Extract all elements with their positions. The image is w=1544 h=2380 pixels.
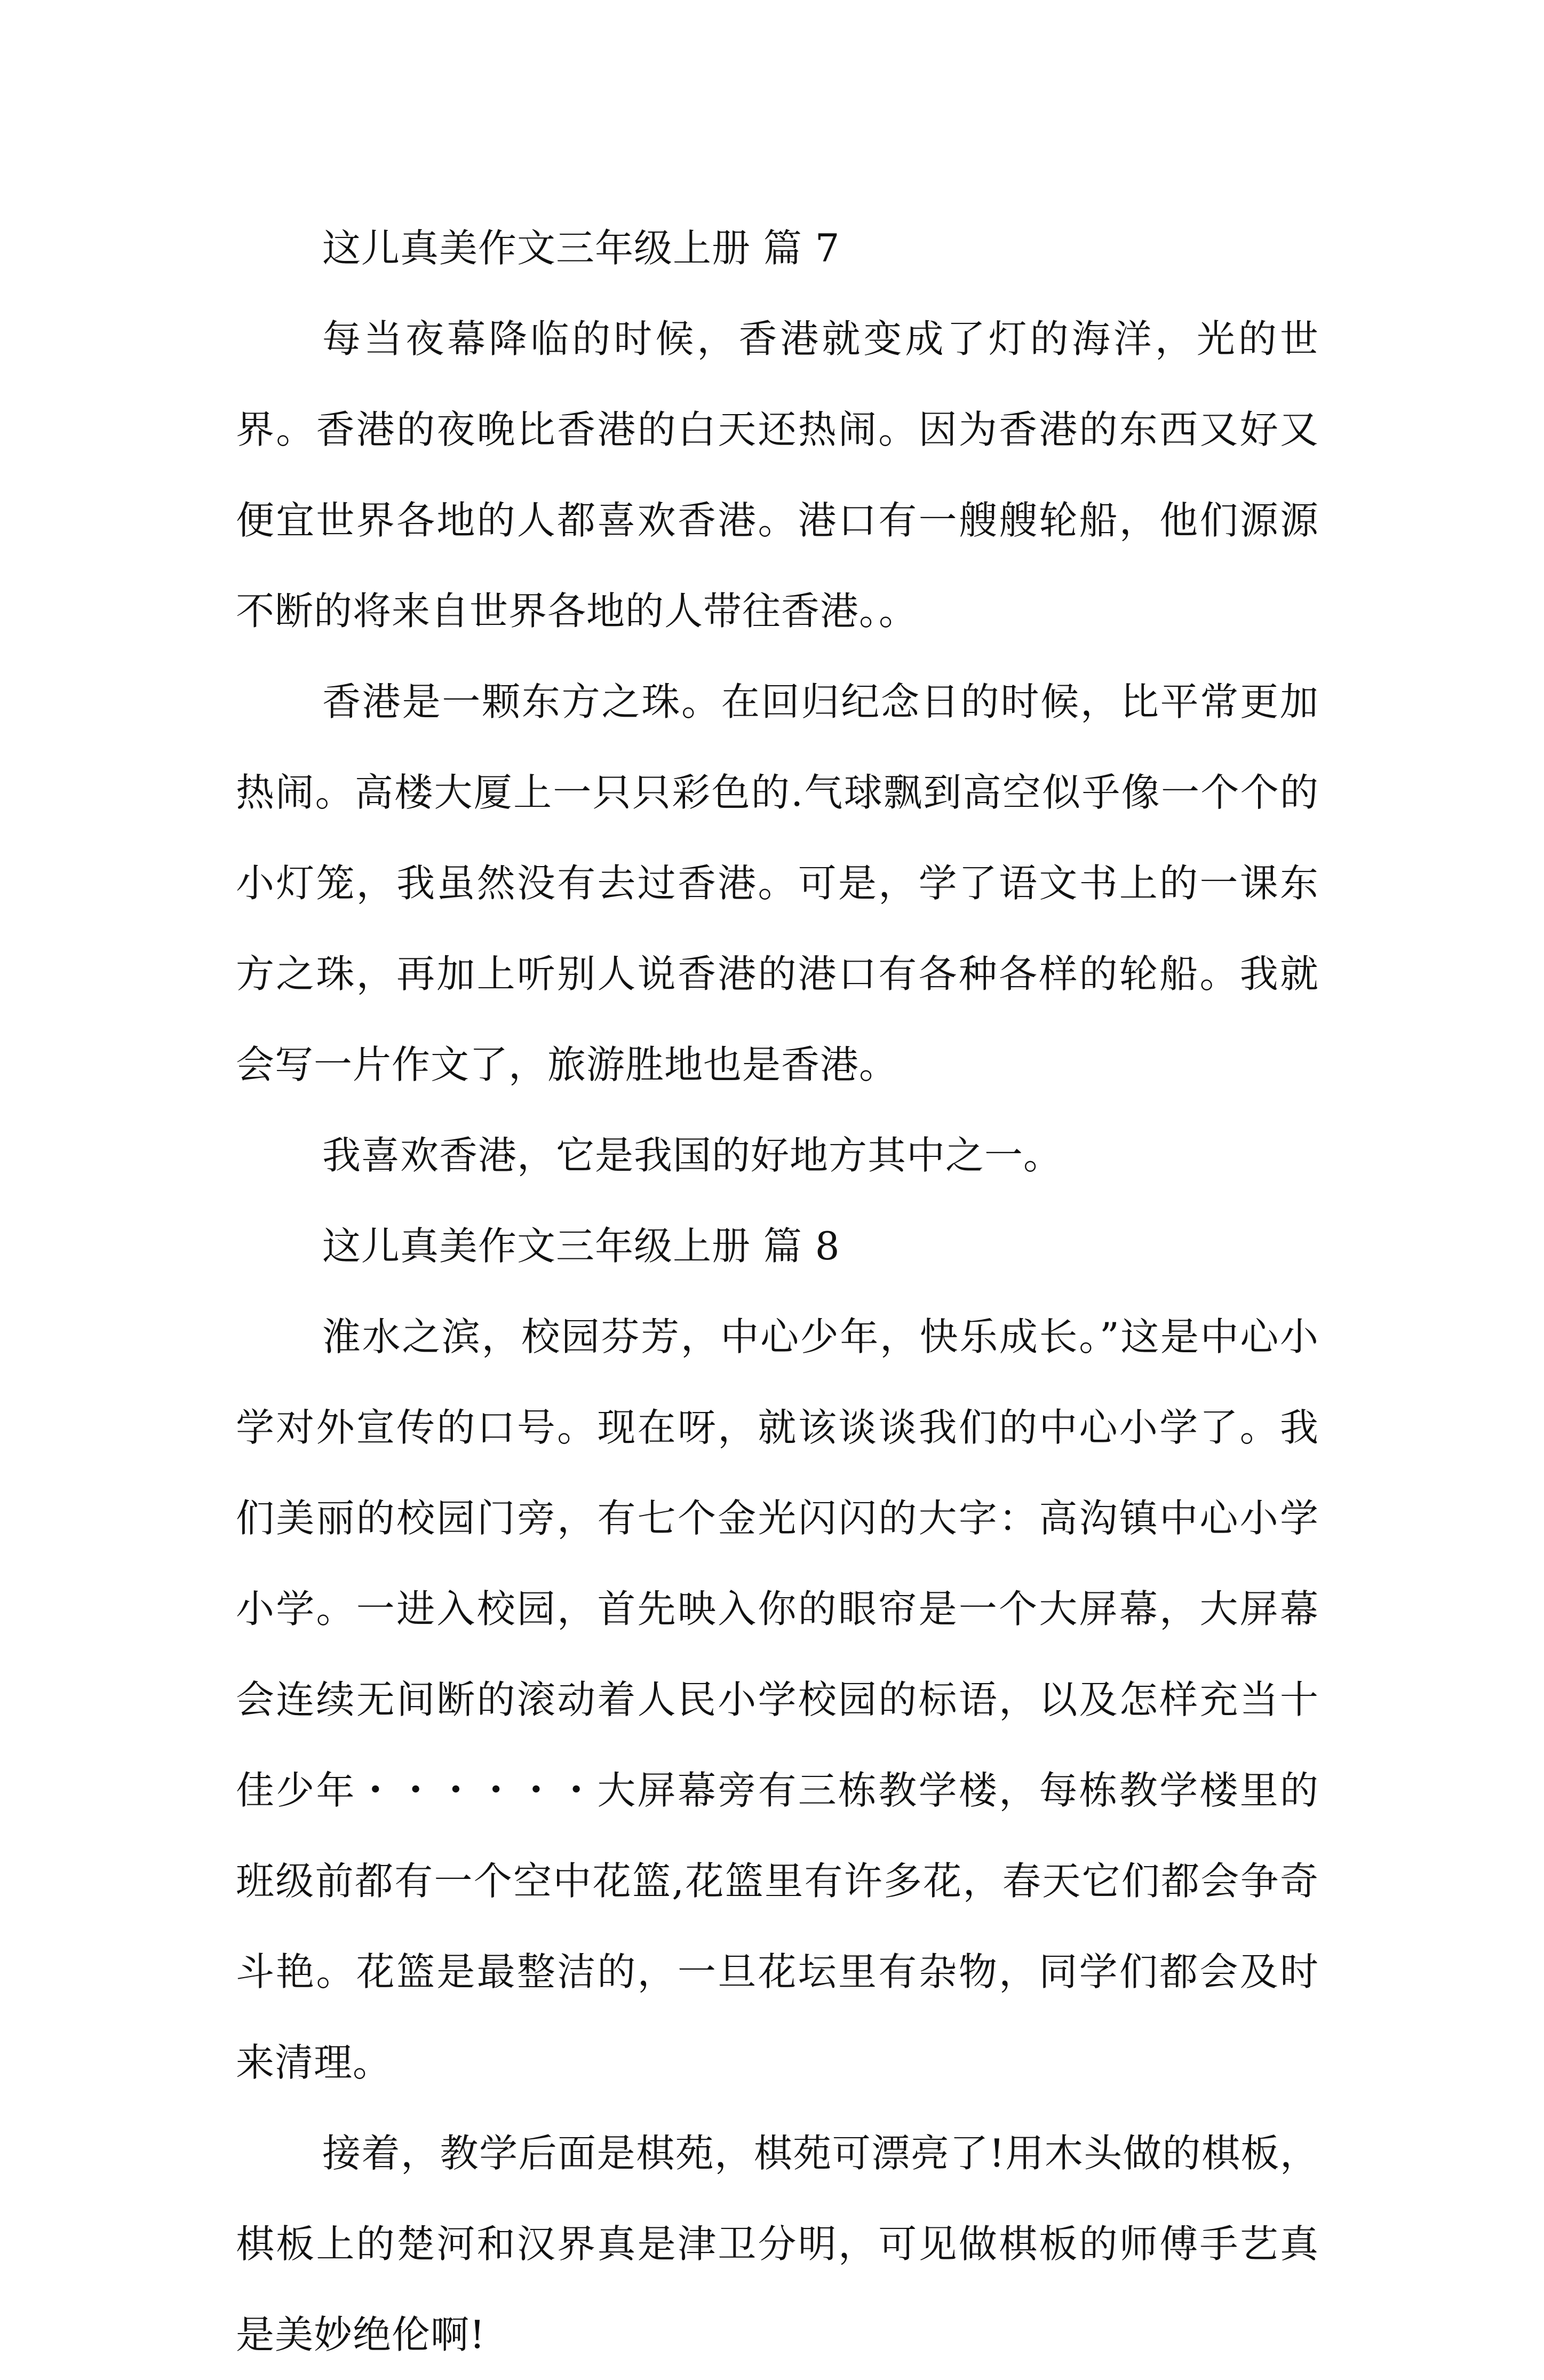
paragraph-7-3: 我喜欢香港，它是我国的好地方其中之一。 [322, 1133, 1063, 1178]
document-body [236, 203, 1319, 2380]
section-heading-8: 这儿真美作文三年级上册 篇 8 [322, 1224, 840, 1268]
paragraph-8-2: 接着，教学后面是棋苑，棋苑可漂亮了!用木头做的棋板，棋板上的楚河和汉界真是津卫分明，可见做棋板的师傅手艺真是美妙绝伦啊! [236, 2131, 1319, 2357]
paragraph-7-1: 每当夜幕降临的时候，香港就变成了灯的海洋，光的世界。香港的夜晚比香港的白天还热闹。因为香港的东西又好又便宜世界各地的人都喜欢香港。港口有一艘艘轮船，他们源源不断的将来自世界各地的人带往香港。。 [236, 316, 1319, 633]
paragraph-8-1: 淮水之滨，校园芬芳，中心少年，快乐成长。”这是中心小学对外宣传的口号。现在呀，就该谈谈我们的中心小学了。我们美丽的校园门旁，有七个金光闪闪的大字：高沟镇中心小学小学。一进入校园，首先映入你的眼帘是一个大屏幕，大屏幕会连续无间断的滚动着人民小学校园的标语，以及怎样充当十佳少年・・・・・・大屏幕旁有三栋教学楼，每栋教学楼里的班级前都有一个空中花篮,花篮里有许多花，春天它们都会争奇斗艳。花篮是最整洁的，一旦花坛里有杂物，同学们都会及时来清理。 [236, 1314, 1319, 2085]
paragraph-7-2: 香港是一颗东方之珠。在回归纪念日的时候，比平常更加热闹。高楼大厦上一只只彩色的.气球飘到高空似乎像一个个的小灯笼，我虽然没有去过香港。可是，学了语文书上的一课东方之珠，再加上听别人说香港的港口有各种各样的轮船。我就会写一片作文了，旅游胜地也是香港。 [236, 679, 1319, 1087]
section-heading-7: 这儿真美作文三年级上册 篇 7 [322, 226, 840, 271]
